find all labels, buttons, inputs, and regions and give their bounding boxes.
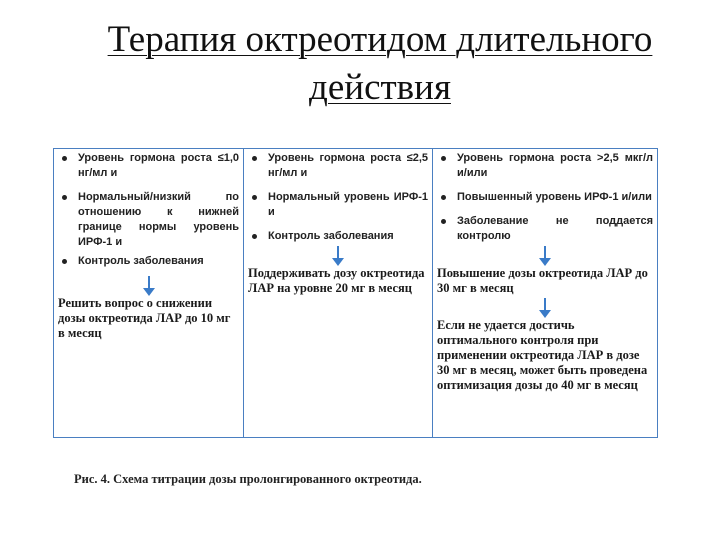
criterion-item: Повышенный уровень ИРФ-1 и/или — [437, 190, 653, 205]
title-line-1: Терапия октреотидом длительного — [107, 19, 653, 60]
bullet-icon — [441, 156, 446, 161]
criterion-item: Уровень гормона роста ≤1,0 нг/мл и — [58, 151, 239, 181]
criteria-list — [58, 151, 239, 269]
criterion-item: Нормальный/низкий по отношению к нижней границе нормы уровень ИРФ-1 и — [58, 190, 239, 250]
arrow-down-icon — [539, 246, 551, 266]
bullet-icon — [62, 259, 67, 264]
bullet-icon — [62, 156, 67, 161]
figure-caption: Рис. 4. Схема титрации дозы пролонгированного октреотида. — [74, 472, 422, 486]
recommendation-text: Повышение дозы октреотида ЛАР до 30 мг в месяц — [437, 266, 648, 295]
column-dose-decrease — [54, 149, 244, 437]
criteria-list — [248, 151, 428, 244]
bullet-icon — [252, 234, 257, 239]
criterion-item: Уровень гормона роста ≤2,5 нг/мл и — [248, 151, 428, 181]
arrow-down-icon — [539, 298, 551, 318]
bullet-icon — [441, 219, 446, 224]
criterion-item: Заболевание не поддается контролю — [437, 214, 653, 244]
criterion-item: Уровень гормона роста >2,5 мкг/л и/или — [437, 151, 653, 181]
slide-title — [60, 16, 700, 112]
bullet-icon — [441, 195, 446, 200]
recommendation-text: Решить вопрос о снижении дозы октреотида ЛАР до 10 мг в месяц — [58, 296, 231, 340]
criterion-item: Контроль заболевания — [58, 254, 239, 269]
recommendation-text: Поддерживать дозу октреотида ЛАР на уровне 20 мг в месяц — [248, 266, 425, 295]
criterion-item: Контроль заболевания — [248, 229, 428, 244]
bullet-icon — [252, 156, 257, 161]
arrow-down-icon — [332, 246, 344, 266]
titration-scheme-table — [53, 148, 658, 438]
column-dose-increase — [433, 149, 657, 437]
bullet-icon — [62, 195, 67, 200]
bullet-icon — [252, 195, 257, 200]
title-line-2: действия — [309, 67, 451, 108]
criterion-item: Нормальный уровень ИРФ-1 и — [248, 190, 428, 220]
criteria-list — [437, 151, 653, 244]
column-dose-maintain — [244, 149, 433, 437]
arrow-down-icon — [143, 276, 155, 296]
recommendation-text-secondary: Если не удается достичь оптимального контроля при применении октреотида ЛАР в дозе 30 мг в месяц, может быть проведена оптимизация дозы до 40 мг в месяц — [437, 318, 648, 392]
